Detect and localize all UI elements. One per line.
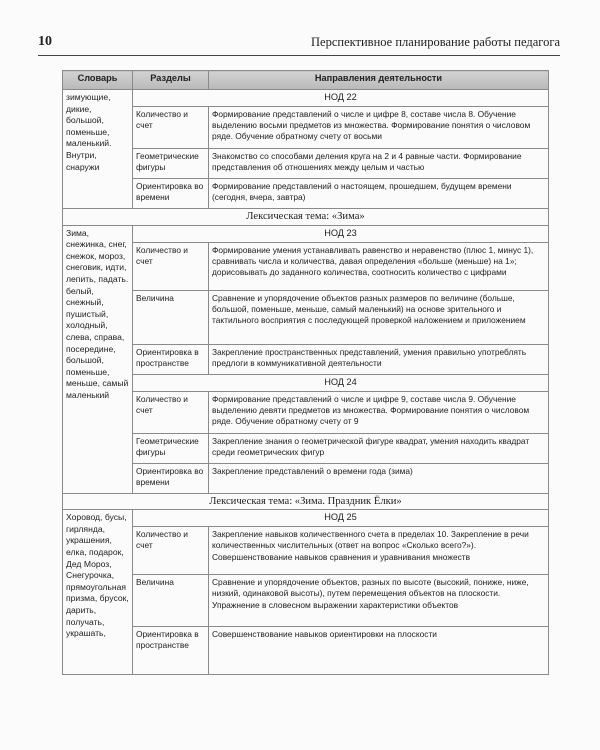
theme-row [63, 209, 549, 226]
vocabulary-cell: Зима, снежинка, снег, снежок, мороз, снеговик, идти, лепить, падать. белый, снежный, пушистый, холодный, слева, справа, посередине, большой, поменьше, меньше, самый маленький [63, 225, 133, 493]
table-row [63, 575, 549, 627]
lexical-theme: Лексическая тема: «Зима» [63, 209, 549, 226]
running-title: Перспективное планирование работы педагога [311, 35, 560, 49]
table-row [63, 510, 549, 527]
section-cell: Ориентировка во времени [133, 179, 209, 209]
table-row [63, 374, 549, 391]
lexical-theme: Лексическая тема: «Зима. Праздник Ёлки» [63, 493, 549, 510]
table-row [63, 627, 549, 675]
section-cell: Ориентировка в пространстве [133, 344, 209, 374]
direction-cell: Формирование представлений о настоящем, прошедшем, будущем времени (сегодня, вчера, завтра) [209, 179, 549, 209]
planning-table [62, 70, 549, 675]
vocabulary-cell: Хоровод, бусы, гирлянда, украшения, елка, подарок, Дед Мороз, Снегурочка, прямоугольная призма, брусок, дарить, получать, украшать, [63, 510, 133, 675]
column-header: Разделы [133, 71, 209, 90]
section-cell: Ориентировка в пространстве [133, 627, 209, 675]
direction-cell: Совершенствование навыков ориентировки на плоскости [209, 627, 549, 675]
nod-label: НОД 23 [133, 225, 549, 242]
table-row [63, 149, 549, 179]
table-row [63, 225, 549, 242]
nod-label: НОД 22 [133, 90, 549, 107]
section-cell: Величина [133, 575, 209, 627]
table-row [63, 527, 549, 575]
direction-cell: Закрепление навыков количественного счета в пределах 10. Закрепление в речи количественных числительных (ответ на вопрос «Сколько всего?»). Совершенствование навыков сравнения и уравнивания множеств [209, 527, 549, 575]
table-row [63, 344, 549, 374]
page-number: 10 [38, 34, 52, 49]
vocabulary-cell: зимующие, дикие, большой, поменьше, маленький. Внутри, снаружи [63, 90, 133, 209]
table-header-row [63, 71, 549, 90]
direction-cell: Знакомство со способами деления круга на 2 и 4 равные части. Формирование представления об отношениях между целым и частью [209, 149, 549, 179]
direction-cell: Сравнение и упорядочение объектов разных размеров по величине (больше, большой, поменьше, меньше, самый маленький) на основе зрительного и тактильного восприятия с последующей проверкой наложением и приложением [209, 290, 549, 344]
section-cell: Количество и счет [133, 527, 209, 575]
column-header: Направления деятельности [209, 71, 549, 90]
table-row [63, 463, 549, 493]
nod-label: НОД 24 [133, 374, 549, 391]
section-cell: Количество и счет [133, 107, 209, 149]
direction-cell: Закрепление пространственных представлений, умения правильно употреблять предлоги в коммуникативной деятельности [209, 344, 549, 374]
column-header: Словарь [63, 71, 133, 90]
direction-cell: Формирование умения устанавливать равенство и неравенство (плюс 1, минус 1), сравнивать числа и количества, давая определения «больше (меньше) на 1»; дорисовывать до заданного количества, соотносить количество с цифрами [209, 242, 549, 290]
table-row [63, 433, 549, 463]
table-row [63, 107, 549, 149]
section-cell: Количество и счет [133, 242, 209, 290]
table-row [63, 391, 549, 433]
section-cell: Ориентировка во времени [133, 463, 209, 493]
table-row [63, 179, 549, 209]
header-rule [38, 55, 560, 56]
direction-cell: Сравнение и упорядочение объектов, разных по высоте (высокий, пониже, ниже, низкий, одинаковой высоты), путем перемещения объектов на плоскости. Упражнение в словесном выражении характеристики объектов [209, 575, 549, 627]
direction-cell: Закрепление представлений о времени года (зима) [209, 463, 549, 493]
direction-cell: Закрепление знания о геометрической фигуре квадрат, умения находить квадрат среди геометрических фигур [209, 433, 549, 463]
table-row [63, 290, 549, 344]
nod-label: НОД 25 [133, 510, 549, 527]
section-cell: Геометрические фигуры [133, 433, 209, 463]
section-cell: Величина [133, 290, 209, 344]
direction-cell: Формирование представлений о числе и цифре 9, составе числа 9. Обучение выделению девяти предметов из множества. Формирование понятия о числовом ряде. Обучение обратному счету от 9 [209, 391, 549, 433]
table-row [63, 90, 549, 107]
theme-row [63, 493, 549, 510]
table-row [63, 242, 549, 290]
direction-cell: Формирование представлений о числе и цифре 8, составе числа 8. Обучение выделению восьми предметов из множества. Формирование понятия о числовом ряде. Обучение обратному счету от восьми [209, 107, 549, 149]
page-header [38, 32, 560, 52]
section-cell: Геометрические фигуры [133, 149, 209, 179]
section-cell: Количество и счет [133, 391, 209, 433]
